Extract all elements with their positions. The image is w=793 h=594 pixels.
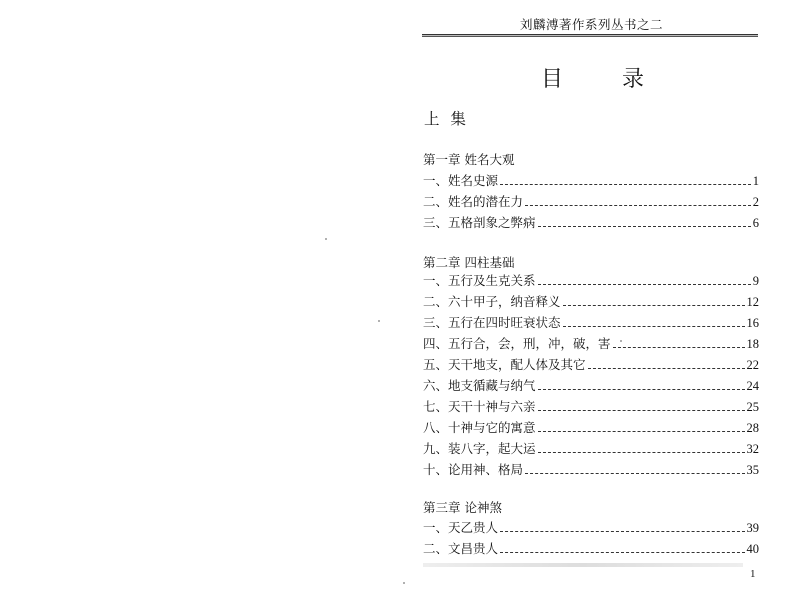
dot-leader <box>538 225 751 227</box>
toc-title <box>0 62 793 92</box>
dot-leader <box>588 367 745 369</box>
scan-artifact <box>423 563 743 567</box>
toc-entry[interactable] <box>423 171 759 189</box>
dot-leader <box>500 183 751 185</box>
toc-entry[interactable] <box>423 376 759 394</box>
toc-entry-page: 16 <box>746 316 759 330</box>
toc-entry[interactable] <box>423 334 759 352</box>
dot-leader <box>563 304 745 306</box>
toc-entry-title: 十、论用神、格局 <box>423 462 524 477</box>
toc-entry[interactable] <box>423 213 759 231</box>
toc-entry[interactable] <box>423 439 759 457</box>
toc-entry-page: 2 <box>752 195 759 209</box>
dot-leader <box>525 472 744 474</box>
toc-entry[interactable] <box>423 397 759 415</box>
toc-entry-title: 八、十神与它的寓意 <box>423 420 536 435</box>
toc-entry[interactable] <box>423 518 759 536</box>
toc-entry-title: 一、五行及生克关系 <box>423 273 536 288</box>
toc-entry-page: 1 <box>752 174 759 188</box>
toc-entry-title: 七、天干十神与六亲 <box>423 399 536 414</box>
toc-entry-title: 三、五格剖象之弊病 <box>423 215 536 230</box>
toc-entry-page: 28 <box>746 421 759 435</box>
toc-entry[interactable] <box>423 313 759 331</box>
toc-entry-title: 五、天干地支，配人体及其它 <box>423 357 586 372</box>
toc-entry-page: 18 <box>746 337 759 351</box>
header-rule <box>422 34 758 37</box>
toc-entry-page: 25 <box>746 400 759 414</box>
toc-entry-title: 六、地支循藏与纳气 <box>423 378 536 393</box>
dot-leader <box>500 551 744 553</box>
toc-entry-page: 6 <box>752 216 759 230</box>
toc-entry[interactable] <box>423 271 759 289</box>
toc-entry-title: 二、六十甲子，纳音释义 <box>423 294 561 309</box>
page-number: 1 <box>750 568 756 580</box>
toc-entry[interactable] <box>423 460 759 478</box>
toc-entry-page: 9 <box>752 274 759 288</box>
toc-entry[interactable] <box>423 418 759 436</box>
toc-entry-page: 32 <box>746 442 759 456</box>
toc-entry-page: 12 <box>746 295 759 309</box>
dot-leader <box>563 325 745 327</box>
toc-entry[interactable] <box>423 539 759 557</box>
dot-leader <box>500 530 744 532</box>
toc-entry-page: 39 <box>746 521 759 535</box>
section-heading: 上 集 <box>424 110 469 128</box>
toc-entry-title: 九、装八字，起大运 <box>423 441 536 456</box>
dot-leader <box>538 430 745 432</box>
toc-title-char-1: 目 <box>541 67 564 92</box>
scan-speck <box>378 320 380 322</box>
chapter-heading: 第一章 姓名大观 <box>423 152 515 167</box>
toc-entry-page: 40 <box>746 542 759 556</box>
toc-entry[interactable] <box>423 192 759 210</box>
scan-speck <box>325 238 327 240</box>
toc-entry-title: 三、五行在四时旺衰状态 <box>423 315 561 330</box>
scan-speck <box>403 582 405 584</box>
dot-leader <box>538 451 745 453</box>
chapter-heading: 第二章 四柱基础 <box>423 255 515 270</box>
chapter-heading: 第三章 论神煞 <box>423 500 502 515</box>
toc-entry-title: 二、文昌贵人 <box>423 541 499 556</box>
running-header: 刘麟溥著作系列丛书之二 <box>519 17 663 32</box>
toc-entry-page: 22 <box>746 358 759 372</box>
dot-leader <box>538 409 745 411</box>
toc-entry-page: 24 <box>746 379 759 393</box>
toc-entry[interactable] <box>423 355 759 373</box>
toc-entry[interactable] <box>423 292 759 310</box>
dot-leader <box>538 388 745 390</box>
toc-entry-title: 二、姓名的潜在力 <box>423 194 524 209</box>
toc-entry-title: 一、姓名史源 <box>423 173 499 188</box>
dot-leader <box>538 283 751 285</box>
toc-entry-title: 一、天乙贵人 <box>423 520 499 535</box>
toc-entry-page: 35 <box>746 463 759 477</box>
dot-leader <box>613 346 745 348</box>
dot-leader <box>525 204 751 206</box>
toc-entry-title: 四、五行合，会，刑，冲，破，害 <box>423 336 611 351</box>
toc-title-char-2: 录 <box>622 67 645 92</box>
